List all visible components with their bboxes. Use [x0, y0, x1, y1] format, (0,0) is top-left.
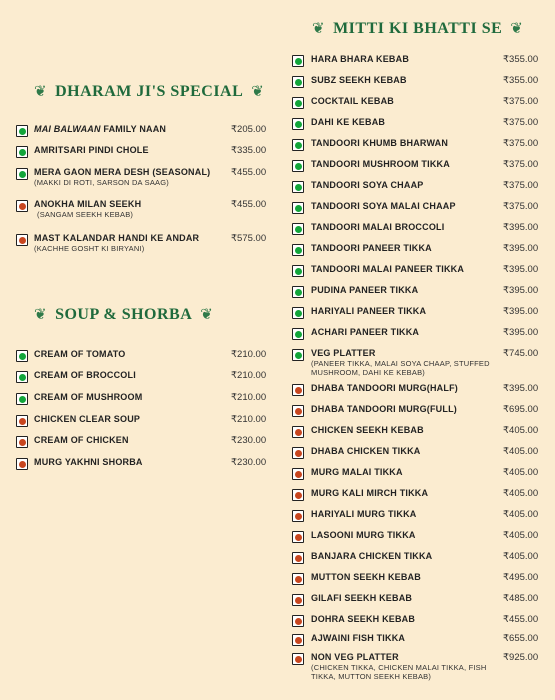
veg-indicator-icon: [292, 55, 304, 67]
nonveg-indicator-icon: [292, 615, 304, 627]
nonveg-indicator-icon: [292, 510, 304, 522]
veg-indicator-icon: [292, 97, 304, 109]
item-description-cont: MUSHROOM, DAHI KE KEBAB): [311, 368, 425, 377]
indicator-dot: [19, 396, 26, 403]
item-name: HARIYALI PANEER TIKKA: [311, 306, 427, 316]
item-name: DHABA TANDOORI MURG(FULL): [311, 404, 457, 414]
item-price: ₹495.00: [503, 572, 539, 583]
item-price: ₹210.00: [231, 392, 267, 403]
indicator-dot: [295, 618, 302, 625]
item-price: ₹355.00: [503, 75, 539, 86]
indicator-dot: [295, 513, 302, 520]
item-name: LASOONI MURG TIKKA: [311, 530, 416, 540]
nonveg-indicator-icon: [16, 200, 28, 212]
section-heading-soup: [34, 305, 213, 324]
item-price: ₹210.00: [231, 349, 267, 360]
indicator-dot: [19, 237, 26, 244]
item-name: TANDOORI KHUMB BHARWAN: [311, 138, 449, 148]
item-price: ₹335.00: [231, 145, 267, 156]
indicator-dot: [295, 471, 302, 478]
item-name: CREAM OF MUSHROOM: [34, 392, 143, 402]
item-name: DHABA TANDOORI MURG(HALF): [311, 383, 458, 393]
item-price: ₹925.00: [503, 652, 539, 663]
item-name: TANDOORI SOYA CHAAP: [311, 180, 424, 190]
veg-indicator-icon: [16, 350, 28, 362]
item-name-rest: FAMILY NAAN: [100, 124, 167, 134]
item-name: TANDOORI PANEER TIKKA: [311, 243, 432, 253]
item-name: SUBZ SEEKH KEBAB: [311, 75, 407, 85]
item-name: TANDOORI MUSHROOM TIKKA: [311, 159, 450, 169]
item-name: MERA GAON MERA DESH (SEASONAL): [34, 167, 211, 177]
nonveg-indicator-icon: [292, 594, 304, 606]
item-name: CREAM OF TOMATO: [34, 349, 126, 359]
item-name: MAST KALANDAR HANDI KE ANDAR: [34, 233, 200, 243]
nonveg-indicator-icon: [16, 436, 28, 448]
indicator-dot: [295, 387, 302, 394]
veg-indicator-icon: [16, 168, 28, 180]
veg-indicator-icon: [292, 223, 304, 235]
item-price: ₹655.00: [503, 633, 539, 644]
indicator-dot: [295, 450, 302, 457]
item-price: ₹405.00: [503, 530, 539, 541]
indicator-dot: [295, 576, 302, 583]
indicator-dot: [19, 128, 26, 135]
indicator-dot: [295, 205, 302, 212]
item-description: (CHICKEN TIKKA, CHICKEN MALAI TIKKA, FISH: [311, 663, 487, 672]
indicator-dot: [295, 79, 302, 86]
item-description: (PANEER TIKKA, MALAI SOYA CHAAP, STUFFED: [311, 359, 490, 368]
item-price: ₹745.00: [503, 348, 539, 359]
indicator-dot: [295, 142, 302, 149]
indicator-dot: [295, 637, 302, 644]
nonveg-indicator-icon: [292, 653, 304, 665]
item-name: MUTTON SEEKH KEBAB: [311, 572, 421, 582]
item-price: ₹395.00: [503, 306, 539, 317]
nonveg-indicator-icon: [292, 489, 304, 501]
indicator-dot: [295, 429, 302, 436]
veg-indicator-icon: [292, 328, 304, 340]
section-title: DHARAM JI'S SPECIAL: [55, 82, 244, 100]
item-price: ₹695.00: [503, 404, 539, 415]
item-price: ₹210.00: [231, 414, 267, 425]
indicator-dot: [19, 149, 26, 156]
item-name: CHICKEN SEEKH KEBAB: [311, 425, 424, 435]
ornament-left-icon: ❦: [34, 84, 48, 100]
item-price: ₹405.00: [503, 509, 539, 520]
nonveg-indicator-icon: [16, 234, 28, 246]
item-price: ₹375.00: [503, 180, 539, 191]
veg-indicator-icon: [16, 393, 28, 405]
item-price: ₹230.00: [231, 435, 267, 446]
indicator-dot: [19, 203, 26, 210]
section-title: SOUP & SHORBA: [55, 305, 193, 323]
indicator-dot: [295, 597, 302, 604]
ornament-right-icon: ❦: [251, 84, 265, 100]
item-price: ₹455.00: [231, 199, 267, 210]
item-name: DAHI KE KEBAB: [311, 117, 386, 127]
nonveg-indicator-icon: [292, 384, 304, 396]
ornament-left-icon: ❦: [34, 307, 48, 323]
ornament-left-icon: ❦: [312, 21, 326, 37]
indicator-dot: [295, 310, 302, 317]
indicator-dot: [295, 163, 302, 170]
veg-indicator-icon: [292, 118, 304, 130]
item-price: ₹230.00: [231, 457, 267, 468]
item-price: ₹405.00: [503, 551, 539, 562]
indicator-dot: [295, 100, 302, 107]
item-price: ₹375.00: [503, 138, 539, 149]
veg-indicator-icon: [292, 160, 304, 172]
indicator-dot: [19, 353, 26, 360]
item-name: TANDOORI MALAI PANEER TIKKA: [311, 264, 465, 274]
item-name: TANDOORI MALAI BROCCOLI: [311, 222, 445, 232]
veg-indicator-icon: [292, 181, 304, 193]
item-price: ₹395.00: [503, 222, 539, 233]
item-name: PUDINA PANEER TIKKA: [311, 285, 419, 295]
item-name: VEG PLATTER: [311, 348, 376, 358]
item-name: GILAFI SEEKH KEBAB: [311, 593, 413, 603]
item-price: ₹395.00: [503, 383, 539, 394]
veg-indicator-icon: [16, 146, 28, 158]
indicator-dot: [295, 656, 302, 663]
item-name: HARIYALI MURG TIKKA: [311, 509, 417, 519]
item-name: DHABA CHICKEN TIKKA: [311, 446, 421, 456]
item-description-cont: TIKKA, MUTTON SEEKH KEBAB): [311, 672, 432, 681]
indicator-dot: [19, 418, 26, 425]
nonveg-indicator-icon: [292, 426, 304, 438]
item-price: ₹210.00: [231, 370, 267, 381]
item-name: HARA BHARA KEBAB: [311, 54, 410, 64]
indicator-dot: [295, 289, 302, 296]
item-description: (MAKKI DI ROTI, SARSON DA SAAG): [34, 178, 169, 187]
item-price: ₹405.00: [503, 488, 539, 499]
item-price: ₹395.00: [503, 327, 539, 338]
item-price: ₹575.00: [231, 233, 267, 244]
veg-indicator-icon: [292, 202, 304, 214]
veg-indicator-icon: [292, 139, 304, 151]
item-name: ACHARI PANEER TIKKA: [311, 327, 420, 337]
ornament-right-icon: ❦: [510, 21, 524, 37]
nonveg-indicator-icon: [292, 405, 304, 417]
item-price: ₹455.00: [231, 167, 267, 178]
indicator-dot: [295, 247, 302, 254]
nonveg-indicator-icon: [292, 447, 304, 459]
item-price: ₹455.00: [503, 614, 539, 625]
item-name: BANJARA CHICKEN TIKKA: [311, 551, 433, 561]
indicator-dot: [295, 492, 302, 499]
item-name: AJWAINI FISH TIKKA: [311, 633, 406, 643]
veg-indicator-icon: [292, 286, 304, 298]
item-price: ₹405.00: [503, 467, 539, 478]
section-title: MITTI KI BHATTI SE: [333, 19, 503, 37]
item-price: ₹485.00: [503, 593, 539, 604]
item-name: COCKTAIL KEBAB: [311, 96, 394, 106]
item-name: MURG MALAI TIKKA: [311, 467, 403, 477]
veg-indicator-icon: [292, 307, 304, 319]
veg-indicator-icon: [292, 349, 304, 361]
section-heading-mitti: [312, 19, 523, 38]
nonveg-indicator-icon: [16, 415, 28, 427]
item-name: NON VEG PLATTER: [311, 652, 399, 662]
item-price: ₹375.00: [503, 159, 539, 170]
item-name-italic: MAI BALWAAN: [34, 124, 101, 134]
item-name: DOHRA SEEKH KEBAB: [311, 614, 416, 624]
nonveg-indicator-icon: [292, 531, 304, 543]
indicator-dot: [295, 184, 302, 191]
indicator-dot: [295, 58, 302, 65]
section-heading-dharam: [34, 82, 264, 101]
nonveg-indicator-icon: [292, 573, 304, 585]
indicator-dot: [295, 534, 302, 541]
item-price: ₹395.00: [503, 264, 539, 275]
indicator-dot: [295, 226, 302, 233]
item-price: ₹405.00: [503, 446, 539, 457]
item-price: ₹375.00: [503, 201, 539, 212]
indicator-dot: [295, 555, 302, 562]
veg-indicator-icon: [16, 371, 28, 383]
item-name: MURG YAKHNI SHORBA: [34, 457, 143, 467]
item-name: AMRITSARI PINDI CHOLE: [34, 145, 149, 155]
item-price: ₹395.00: [503, 243, 539, 254]
veg-indicator-icon: [292, 265, 304, 277]
indicator-dot: [295, 408, 302, 415]
item-name: CHICKEN CLEAR SOUP: [34, 414, 141, 424]
indicator-dot: [19, 439, 26, 446]
nonveg-indicator-icon: [16, 458, 28, 470]
item-name: ANOKHA MILAN SEEKH: [34, 199, 142, 209]
item-name: CREAM OF CHICKEN: [34, 435, 129, 445]
veg-indicator-icon: [16, 125, 28, 137]
item-price: ₹355.00: [503, 54, 539, 65]
item-name: [34, 124, 166, 134]
item-description: (SANGAM SEEKH KEBAB): [37, 210, 134, 219]
item-name: MURG KALI MIRCH TIKKA: [311, 488, 429, 498]
item-price: ₹375.00: [503, 96, 539, 107]
item-price: ₹395.00: [503, 285, 539, 296]
veg-indicator-icon: [292, 76, 304, 88]
item-price: ₹405.00: [503, 425, 539, 436]
indicator-dot: [295, 268, 302, 275]
item-price: ₹375.00: [503, 117, 539, 128]
indicator-dot: [19, 171, 26, 178]
indicator-dot: [19, 461, 26, 468]
ornament-right-icon: ❦: [200, 307, 214, 323]
veg-indicator-icon: [292, 244, 304, 256]
item-price: ₹205.00: [231, 124, 267, 135]
indicator-dot: [295, 352, 302, 359]
indicator-dot: [19, 374, 26, 381]
item-description: (KACHHE GOSHT KI BIRYANI): [34, 244, 145, 253]
nonveg-indicator-icon: [292, 552, 304, 564]
indicator-dot: [295, 121, 302, 128]
indicator-dot: [295, 331, 302, 338]
item-name: TANDOORI SOYA MALAI CHAAP: [311, 201, 456, 211]
nonveg-indicator-icon: [292, 634, 304, 646]
item-name: CREAM OF BROCCOLI: [34, 370, 136, 380]
nonveg-indicator-icon: [292, 468, 304, 480]
